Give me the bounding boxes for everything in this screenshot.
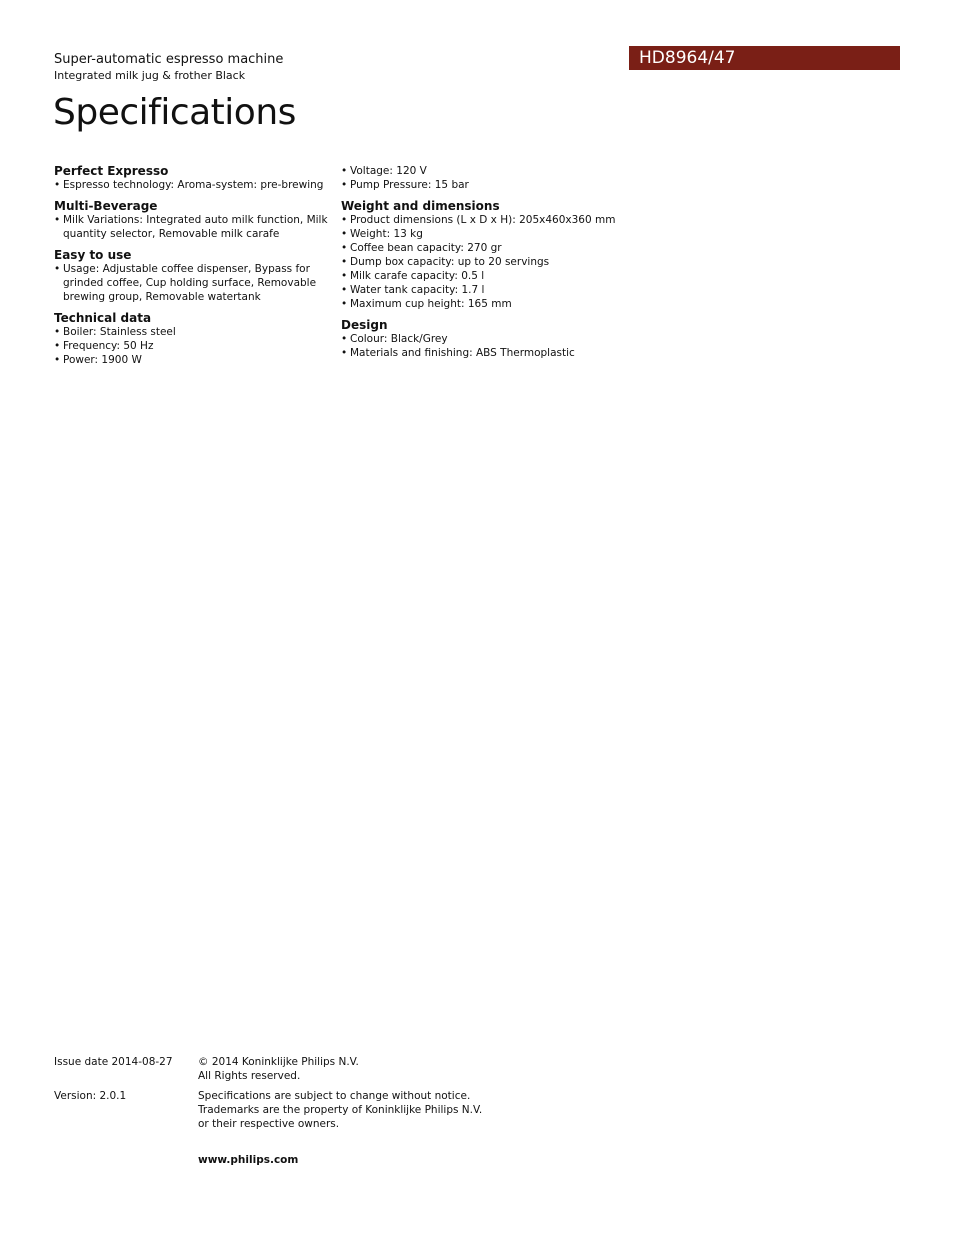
version: Version: 2.0.1 — [54, 1090, 127, 1102]
spec-section — [341, 164, 641, 192]
spec-item: • Product dimensions (L x D x H): 205x460x360 mm — [341, 213, 641, 227]
notice-line: or their respective owners. — [198, 1118, 340, 1130]
spec-item: • Maximum cup height: 165 mm — [341, 297, 641, 311]
spec-section — [54, 164, 334, 192]
spec-list — [341, 164, 641, 192]
header-subtitle: Integrated milk jug & frother Black — [54, 69, 246, 82]
issue-date: Issue date 2014-08-27 — [54, 1056, 173, 1068]
spec-list — [54, 262, 334, 304]
spec-section — [54, 199, 334, 241]
spec-section — [341, 199, 641, 311]
model-badge: HD8964/47 — [629, 46, 900, 70]
section-title: Easy to use — [54, 248, 132, 262]
spec-item: • Voltage: 120 V — [341, 164, 641, 178]
spec-list — [341, 213, 641, 311]
spec-item: • Usage: Adjustable coffee dispenser, Bypass for grinded coffee, Cup holding surface, Removable brewing group, Removable watertank — [54, 262, 334, 304]
copyright — [198, 1055, 359, 1083]
spec-item: • Milk Variations: Integrated auto milk function, Milk quantity selector, Removable milk carafe — [54, 213, 334, 241]
section-title: Multi-Beverage — [54, 199, 158, 213]
section-title: Perfect Expresso — [54, 164, 169, 178]
spec-list — [54, 213, 334, 241]
notice-line: Specifications are subject to change without notice. — [198, 1090, 471, 1102]
spec-item: • Power: 1900 W — [54, 353, 334, 367]
legal-notice — [198, 1089, 482, 1131]
spec-item: • Espresso technology: Aroma-system: pre-brewing — [54, 178, 334, 192]
spec-column-right — [341, 164, 641, 367]
spec-section — [54, 311, 334, 367]
spec-item: • Dump box capacity: up to 20 servings — [341, 255, 641, 269]
spec-list — [341, 332, 641, 360]
page-title: Specifications — [53, 92, 296, 133]
spec-item: • Materials and finishing: ABS Thermoplastic — [341, 346, 641, 360]
spec-list — [54, 178, 334, 192]
copyright-line: © 2014 Koninklijke Philips N.V. — [198, 1056, 359, 1068]
section-title: Weight and dimensions — [341, 199, 500, 213]
website-link[interactable]: www.philips.com — [198, 1154, 299, 1166]
notice-line: Trademarks are the property of Koninklijke Philips N.V. — [198, 1104, 483, 1116]
spec-item: • Coffee bean capacity: 270 gr — [341, 241, 641, 255]
spec-column-left — [54, 164, 334, 374]
rights-line: All Rights reserved. — [198, 1070, 301, 1082]
section-title: Technical data — [54, 311, 152, 325]
spec-item: • Frequency: 50 Hz — [54, 339, 334, 353]
spec-item: • Milk carafe capacity: 0.5 l — [341, 269, 641, 283]
spec-item: • Boiler: Stainless steel — [54, 325, 334, 339]
section-title: Design — [341, 318, 388, 332]
spec-item: • Water tank capacity: 1.7 l — [341, 283, 641, 297]
spec-item: • Colour: Black/Grey — [341, 332, 641, 346]
spec-list — [54, 325, 334, 367]
spec-section — [54, 248, 334, 304]
spec-item: • Weight: 13 kg — [341, 227, 641, 241]
spec-item: • Pump Pressure: 15 bar — [341, 178, 641, 192]
header-title: Super-automatic espresso machine — [54, 52, 284, 67]
spec-section — [341, 318, 641, 360]
